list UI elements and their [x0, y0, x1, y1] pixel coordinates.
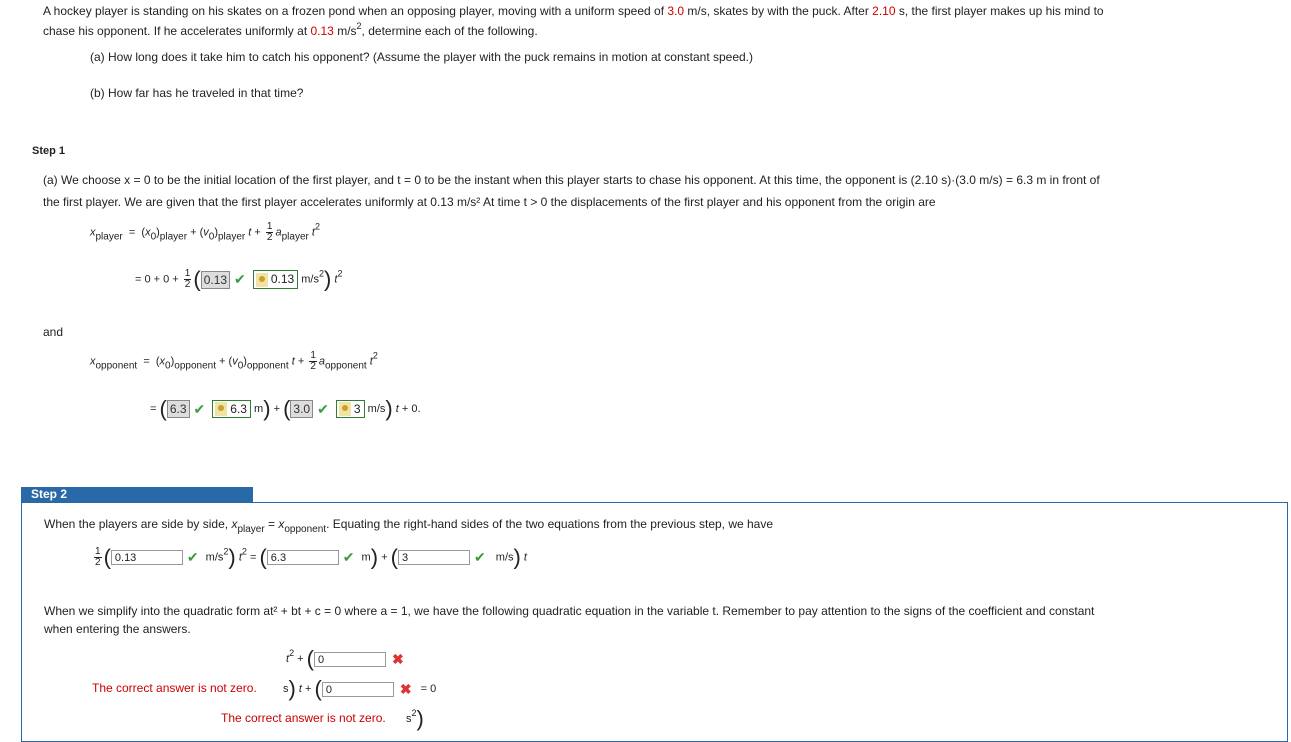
- step1-title: Step 1: [32, 145, 66, 157]
- quadratic-instructions-line-2: when entering the answers.: [44, 622, 191, 636]
- quadratic-t-term: s) t + ( 0 ✖ = 0: [283, 676, 437, 701]
- coefficient-b-input[interactable]: 0: [314, 652, 386, 667]
- step2-intro: When the players are side by side, $x_{player} = x_{opponent}$. Equating the right-hand sides of the two equations from the previous step, we have: [44, 517, 774, 535]
- check-icon: ✔: [317, 400, 329, 417]
- part-b-question: (b) How far has he traveled in that time?: [90, 86, 304, 100]
- speed-value: 3.0: [667, 4, 685, 18]
- accel-value: 0.13: [310, 24, 334, 38]
- check-icon: ✔: [342, 549, 355, 565]
- velocity-input[interactable]: 3: [398, 550, 470, 565]
- key-value: 3: [353, 401, 361, 416]
- opp-vel-key-answer: [336, 400, 365, 419]
- check-icon: ✔: [473, 549, 486, 565]
- quadratic-instructions-line-1: When we simplify into the quadratic form at² + bt + c = 0 where a = 1, we have the following quadratic equation in the variable t. Remember to pay attention to the signs of the coefficient and constant: [44, 604, 1095, 618]
- problem-text: , determine each of the following.: [361, 24, 538, 38]
- opponent-equation-substituted: = ( 6.3 ✔ 6.3 m) + ( 3.0 ✔ 3 m/s) t + 0.: [150, 396, 421, 421]
- intro-text: . Equating the right-hand sides of the two equations from the previous step, we have: [326, 517, 774, 531]
- step2-panel: [21, 502, 1288, 742]
- unit-text: m/s: [333, 24, 357, 38]
- key-value: 0.13: [270, 272, 295, 287]
- problem-line-1: [43, 4, 1104, 18]
- intro-text: When the players are side by side,: [44, 517, 232, 531]
- accel-input[interactable]: 0.13: [111, 550, 183, 565]
- problem-text: s, the first player makes up his mind to: [895, 4, 1104, 18]
- check-icon: ✔: [186, 549, 199, 565]
- time-value: 2.10: [872, 4, 896, 18]
- quadratic-t2-term: $t^2$ + ( 0 ✖: [286, 646, 404, 671]
- step1-paragraph-line-1: (a) We choose x = 0 to be the initial location of the first player, and t = 0 to be the instant when this player starts to chase his opponent. At this time, the opponent is (2.10 s)·(3.0 m/s) = 6.3 m in front of: [43, 173, 1100, 187]
- check-icon: ✔: [193, 400, 206, 417]
- key-icon: [256, 273, 268, 287]
- key-value: 6.3: [230, 401, 247, 416]
- player-equation-substituted: = 0 + 0 + $\frac{1}{2}$ ( 0.13 ✔ 0.13 $m/s^2$) $t^2$: [135, 266, 343, 292]
- constant-c-unit: $s^2$): [406, 706, 424, 731]
- opponent-equation: $x_{opponent} = (x_0)_{opponent} + (v_0)_{opponent}$ t + $\frac{1}{2}$ $a_{opponent}$ $t^2$: [90, 350, 378, 372]
- constant-c-error: The correct answer is not zero.: [221, 711, 386, 725]
- player-equation: $x_{player} = (x_0)_{player} + (v_0)_{player}$ t + $\frac{1}{2}$ $a_{player}$ $t^2$: [90, 221, 320, 243]
- problem-text: m/s, skates by with the puck. After: [684, 4, 873, 18]
- coefficient-b-error: The correct answer is not zero.: [92, 681, 257, 695]
- player-accel-answer: 0.13: [201, 271, 230, 289]
- problem-line-2: chase his opponent. If he accelerates uniformly at 0.13 $m/s^2$, determine each of the following.: [43, 21, 538, 38]
- key-icon: [339, 402, 351, 416]
- opp-vel-answer: 3.0: [290, 400, 313, 418]
- check-icon: ✔: [234, 271, 246, 287]
- step1-paragraph-line-2: the first player. We are given that the first player accelerates uniformly at 0.13 m/s² At time t > 0 the displacements of the first player and his opponent from the origin are: [43, 195, 936, 209]
- equating-equation: $\frac{1}{2}$ ( 0.13 ✔ $m/s^2$) $t^2$ = ( 6.3 ✔ m) + ( 3 ✔ m/s) t: [95, 544, 527, 570]
- constant-c-input[interactable]: 0: [322, 682, 394, 697]
- position-input[interactable]: 6.3: [267, 550, 339, 565]
- incorrect-icon: ✖: [391, 650, 404, 667]
- player-accel-key-answer: [253, 270, 298, 289]
- part-a-question: (a) How long does it take him to catch his opponent? (Assume the player with the puck remains in motion at constant speed.): [90, 50, 754, 64]
- problem-text: A hockey player is standing on his skates on a frozen pond when an opposing player, moving with a uniform speed of: [43, 4, 668, 18]
- key-icon: [215, 402, 227, 416]
- opp-pos-key-answer: [212, 400, 251, 419]
- opp-pos-answer: 6.3: [167, 400, 190, 418]
- problem-text: chase his opponent. If he accelerates uniformly at: [43, 24, 311, 38]
- incorrect-icon: ✖: [399, 680, 412, 697]
- and-label: and: [43, 325, 64, 339]
- step2-title: Step 2: [21, 487, 253, 502]
